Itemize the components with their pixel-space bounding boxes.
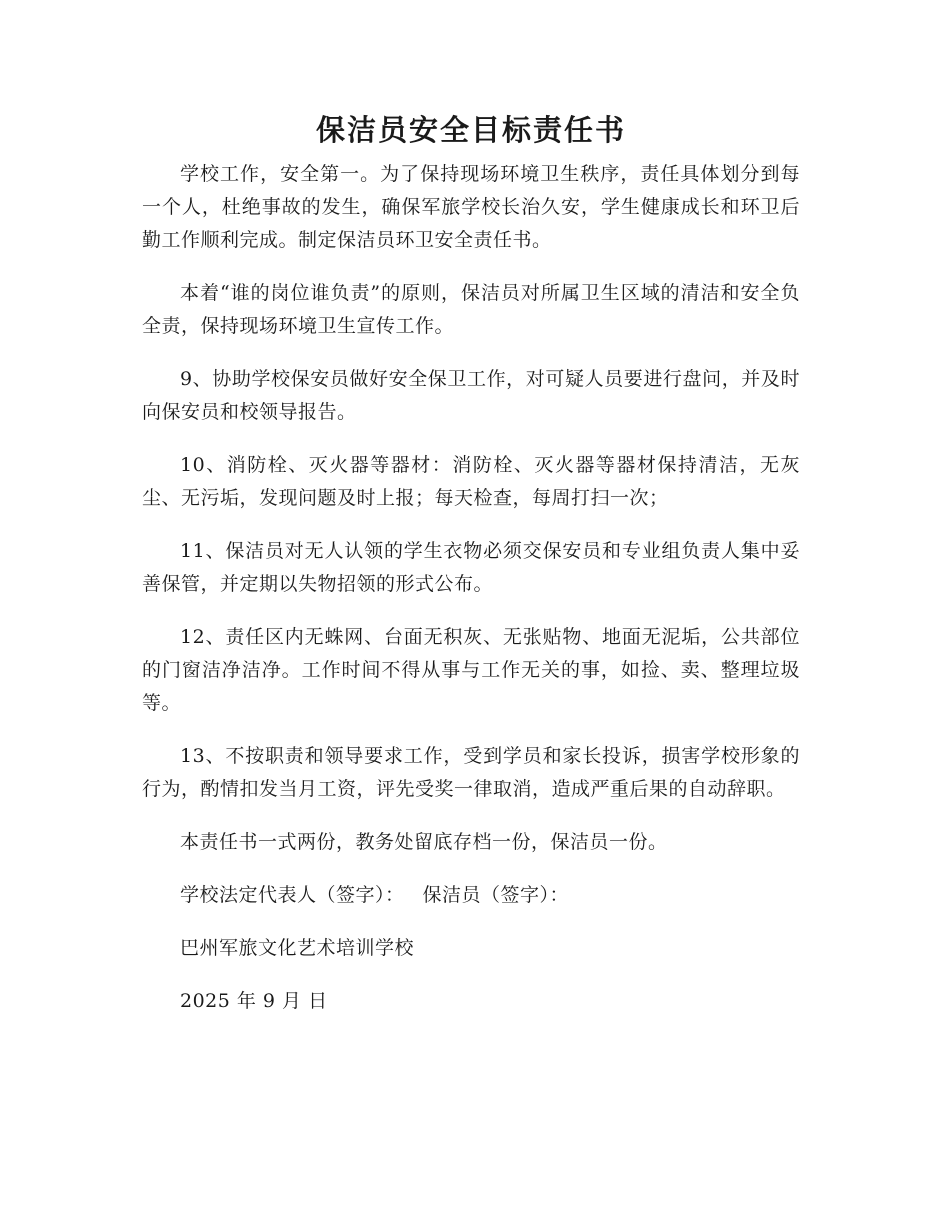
paragraph-item-11: 11、保洁员对无人认领的学生衣物必须交保安员和专业组负责人集中妥善保管，并定期以失物招领的形式公布。 [142, 540, 800, 595]
school-name: 巴州军旅文化艺术培训学校 [180, 937, 415, 959]
document-title: 保洁员安全目标责任书 [315, 113, 626, 147]
paragraph-item-9: 9、协助学校保安员做好安全保卫工作，对可疑人员要进行盘问，并及时向保安员和校领导报告。 [142, 368, 800, 423]
paragraph-item-10: 10、消防栓、灭火器等器材：消防栓、灭火器等器材保持清洁，无灰尘、无污垢，发现问题及时上报；每天检查，每周打扫一次； [142, 454, 800, 509]
paragraph-principle: 本着“谁的岗位谁负责”的原则，保洁员对所属卫生区域的清洁和安全负全责，保持现场环境卫生宣传工作。 [142, 282, 800, 337]
cleaner-signature-label: 保洁员（签字）： [422, 884, 570, 906]
paragraph-item-13: 13、不按职责和领导要求工作，受到学员和家长投诉，损害学校形象的行为，酌情扣发当月工资，评先受奖一律取消，造成严重后果的自动辞职。 [142, 745, 800, 800]
representative-signature-label: 学校法定代表人（签字）： [180, 884, 405, 906]
signature-line [142, 879, 800, 912]
document-date: 2025 年 9 月 日 [180, 990, 328, 1012]
paragraph-intro: 学校工作，安全第一。为了保持现场环境卫生秩序，责任具体划分到每一个人，杜绝事故的发生，确保军旅学校长治久安，学生健康成长和环卫后勤工作顺利完成。制定保洁员环卫安全责任书。 [142, 163, 800, 251]
paragraph-item-12: 12、责任区内无蛛网、台面无积灰、无张贴物、地面无泥垢，公共部位的门窗洁净洁净。工作时间不得从事与工作无关的事，如捡、卖、整理垃圾等。 [142, 626, 800, 714]
paragraph-copies: 本责任书一式两份，教务处留底存档一份，保洁员一份。 [180, 831, 668, 853]
